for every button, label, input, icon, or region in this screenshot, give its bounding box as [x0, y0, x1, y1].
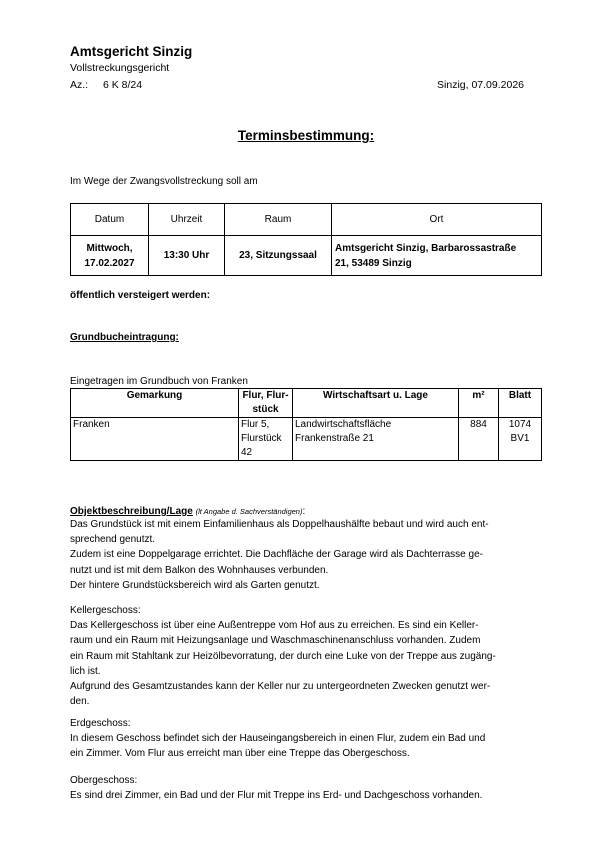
file-number: 6 K 8/24: [103, 79, 143, 91]
intro-text: Im Wege der Zwangsvollstreckung soll am: [70, 176, 258, 187]
text-line: Der hintere Grundstücksbereich wird als Garten genutzt.: [70, 579, 320, 591]
description-note: (lt Angabe d. Sachverständigen): [195, 507, 303, 516]
basement-heading: Kellergeschoss:: [70, 605, 141, 616]
text-line: ein Zimmer. Vom Flur aus erreicht man über eine Treppe das Obergeschoss.: [70, 748, 410, 760]
appointment-room: 23, Sitzungssaal: [225, 236, 332, 276]
text-line: Aufgrund des Gesamtzustandes kann der Keller nur zu untergeordneten Zwecken genutzt wer-: [70, 681, 491, 693]
header-date: Datum: [71, 204, 149, 236]
appointment-table: [70, 203, 542, 276]
wirtschaft-line-1: Landwirtschaftsfläche: [295, 419, 392, 430]
appointment-row: [71, 236, 542, 276]
table-row: [71, 418, 542, 461]
appointment-place: [332, 236, 542, 276]
court-name: Amtsgericht Sinzig: [70, 44, 193, 59]
land-register-table: [70, 388, 542, 461]
text-line: Das Kellergeschoss ist über eine Außentreppe vom Hof aus zu erreichen. Es sind ein Keller-: [70, 620, 479, 632]
text-line: raum und ein Raum mit Heizungsanlage und Waschmaschinenanschluss vorhanden. Zudem: [70, 635, 481, 647]
land-register-heading: Grundbucheintragung:: [70, 332, 179, 343]
text-line: Das Grundstück ist mit einem Einfamilienhaus als Doppelhaushälfte bebaut und wird auch ent-: [70, 519, 489, 530]
place-date: Sinzig, 07.09.2026: [437, 79, 524, 91]
document-title: Terminsbestimmung:: [237, 128, 375, 143]
place-line-2: 21, 53489 Sinzig: [335, 257, 412, 269]
blatt-line-1: 1074: [508, 419, 532, 430]
text-line: nutzt und ist mit dem Balkon des Wohnhauses verbunden.: [70, 564, 329, 576]
cell-gemarkung: Franken: [71, 418, 239, 461]
auction-text: öffentlich versteigert werden:: [70, 290, 211, 301]
header-gemarkung: Gemarkung: [71, 389, 239, 418]
text-line: ein Raum mit Stahltank zur Heizölbevorratung, der durch eine Luke von der Treppe aus zugäng-: [70, 650, 496, 662]
description-upper-floor: [70, 773, 540, 803]
land-register-header-row: [71, 389, 542, 418]
header-room: Raum: [225, 204, 332, 236]
description-basement: [70, 603, 540, 709]
cell-wirtschaft: [293, 418, 459, 461]
header-blatt: Blatt: [499, 389, 542, 418]
flur-line-2: Flurstück: [241, 433, 282, 444]
date-value: 17.02.2027: [84, 257, 135, 269]
file-number-label: Az.:: [70, 79, 89, 91]
text-line: den.: [70, 696, 90, 708]
date-weekday: Mittwoch,: [86, 242, 133, 254]
description-ground-floor: [70, 716, 540, 762]
flur-line-3: 42: [241, 447, 253, 458]
place-line-1: Amtsgericht Sinzig, Barbarossastraße: [335, 242, 517, 254]
upper-floor-heading: Obergeschoss:: [70, 775, 138, 786]
description-heading: Objektbeschreibung/Lage: [70, 506, 193, 517]
text-line: In diesem Geschoss befindet sich der Hauseingangsbereich in einen Flur, zudem ein Bad und: [70, 733, 486, 745]
appointment-time: 13:30 Uhr: [149, 236, 225, 276]
cell-flur: [239, 418, 293, 461]
blatt-line-2: BV1: [510, 433, 530, 444]
ground-floor-heading: Erdgeschoss:: [70, 718, 131, 729]
cell-area: 884: [459, 418, 499, 461]
court-department: Vollstreckungsgericht: [70, 62, 170, 74]
wirtschaft-line-2: Frankenstraße 21: [295, 433, 374, 444]
land-register-intro: Eingetragen im Grundbuch von Franken: [70, 376, 248, 387]
flur-line-1: Flur 5,: [241, 419, 270, 430]
appointment-date: [71, 236, 149, 276]
text-line: Es sind drei Zimmer, ein Bad und der Flur mit Treppe ins Erd- und Dachgeschoss vorhanden.: [70, 790, 483, 802]
header-wirtschaft: Wirtschaftsart u. Lage: [293, 389, 459, 418]
header-time: Uhrzeit: [149, 204, 225, 236]
text-line: sprechend genutzt.: [70, 534, 156, 546]
header-flur: [239, 389, 293, 418]
description-heading-line: [70, 506, 305, 517]
header-flur-line-1: Flur, Flur-: [242, 390, 289, 401]
description-colon: :: [302, 506, 306, 517]
description-general: [70, 517, 540, 593]
cell-blatt: [499, 418, 542, 461]
header-place: Ort: [332, 204, 542, 236]
text-line: lich ist.: [70, 665, 101, 677]
text-line: Zudem ist eine Doppelgarage errichtet. Die Dachfläche der Garage wird als Dachterrasse ge-: [70, 549, 483, 561]
header-area: m²: [459, 389, 499, 418]
appointment-header-row: [71, 204, 542, 236]
header-flur-line-2: stück: [252, 404, 279, 415]
